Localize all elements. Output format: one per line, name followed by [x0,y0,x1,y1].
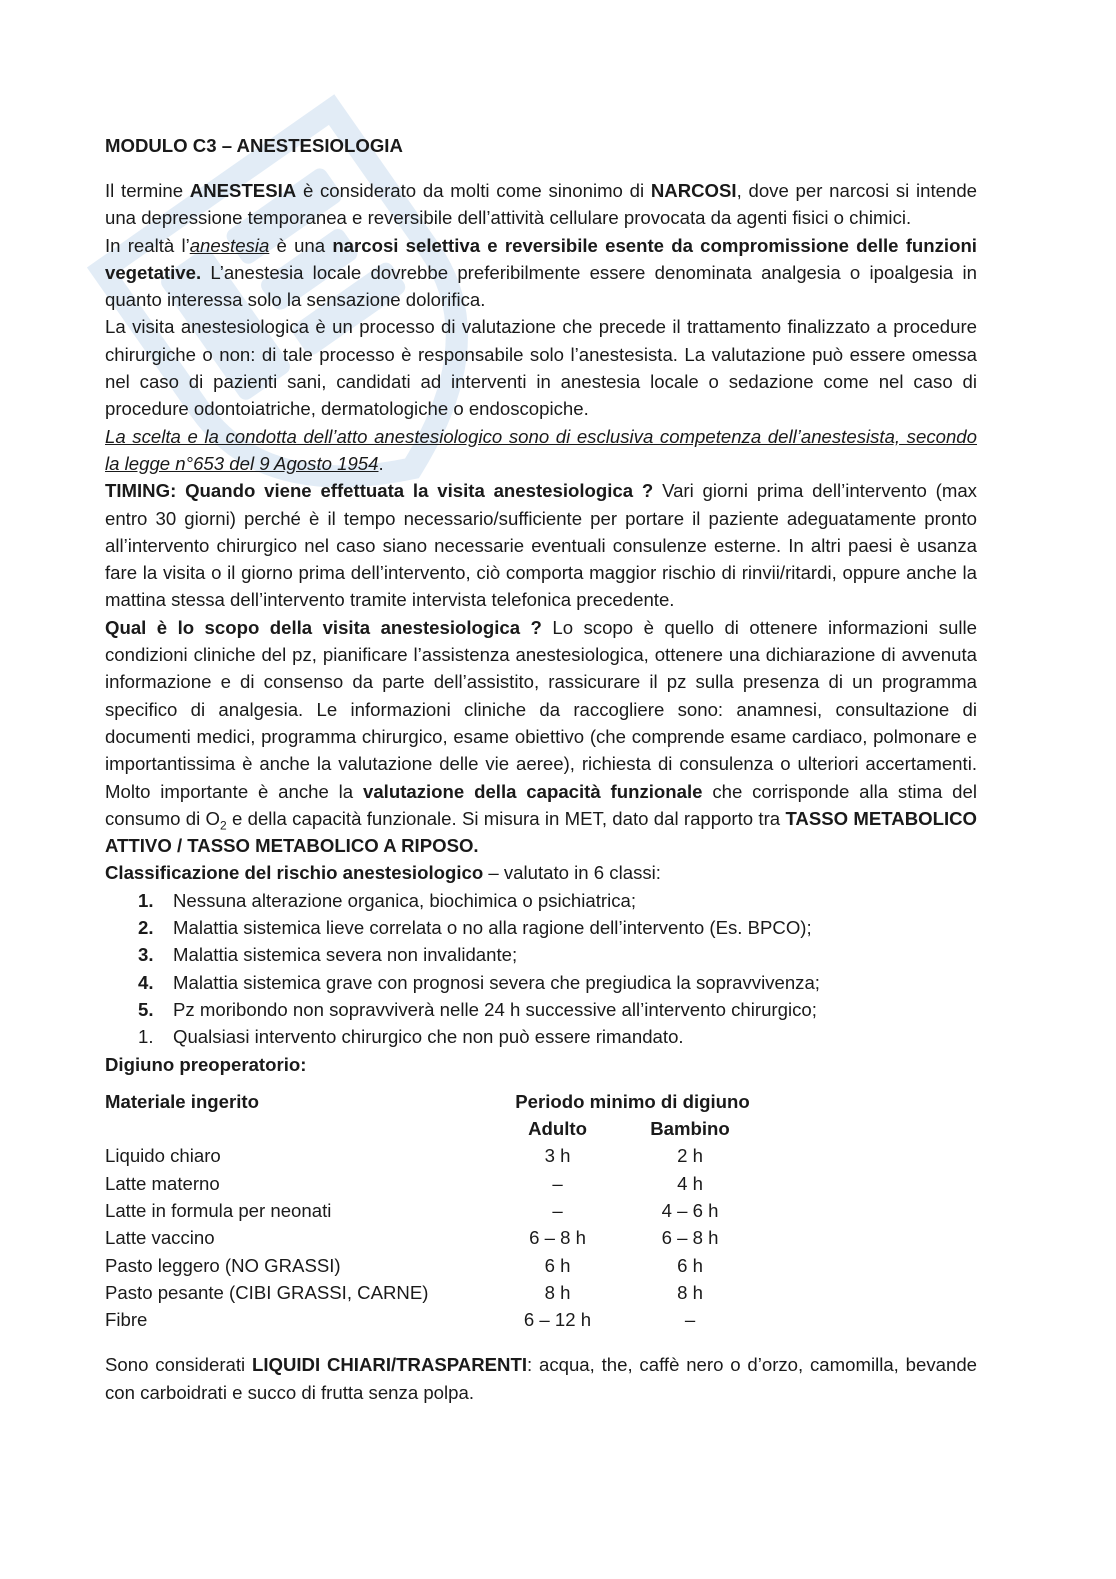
paragraph-legge: La scelta e la condotta dell’atto anestesiologico sono di esclusiva competenza dell’anestesista, secondo la legge n°653 del 9 Agosto 1954. [105,425,977,474]
list-item: 1. Nessuna alterazione organica, biochimica o psichiatrica; [138,889,637,911]
fasting-heading: Digiuno preoperatorio: [105,1053,307,1075]
table-header-row [105,1088,765,1115]
fasting-table [105,1088,765,1334]
list-item: 3. Malattia sistemica severa non invalidante; [138,944,518,966]
list-item: 5. Pz moribondo non sopravviverà nelle 24 h successive all’intervento chirurgico; [138,998,817,1020]
table-row: Latte vaccino 6 – 8 h 6 – 8 h [105,1227,719,1249]
column-header-child: Bambino [650,1118,730,1140]
table-row: Latte in formula per neonati – 4 – 6 h [105,1199,719,1221]
page-title: MODULO C3 – ANESTESIOLOGIA [105,135,403,156]
paragraph-anestesia-selective: In realtà l’anestesia è una narcosi selettiva e reversibile esente da compromissione delle funzioni vegetative. L’anestesia locale dovrebbe preferibilmente essere denominata analgesia o ipoalgesia in quanto interessa solo la sensazione dolorifica. [105,234,977,311]
paragraph-anestesia-definition: Il termine ANESTESIA è considerato da molti come sinonimo di NARCOSI, dove per narcosi si intende una depressione temporanea e reversibile dell’attività cellulare provocata da agenti fisici o chimici. [105,180,977,229]
table-row: Pasto pesante (CIBI GRASSI, CARNE) 8 h 8 h [105,1281,703,1303]
column-header-material: Materiale ingerito [105,1090,259,1112]
paragraph-liquidi-chiari: Sono considerati LIQUIDI CHIARI/TRASPARENTI: acqua, the, caffè nero o d’orzo, camomilla, bevande con carboidrati e succo di frutta senza polpa. [105,1354,978,1403]
table-subheader-row [105,1115,765,1142]
table-row: Latte materno – 4 h [105,1172,703,1194]
column-header-adult: Adulto [528,1118,587,1140]
list-item: 1. Qualsiasi intervento chirurgico che non può essere rimandato. [138,1026,684,1048]
classification-heading: Classificazione del rischio anestesiologico – valutato in 6 classi: [105,862,661,884]
document-page [105,132,977,1406]
list-item: 4. Malattia sistemica grave con prognosi severa che pregiudica la sopravvivenza; [138,971,820,993]
paragraph-visita-anestesiologica: La visita anestesiologica è un processo di valutazione che precede il trattamento finalizzato a procedure chirurgiche o non: di tale processo è responsabile solo l’anestesista. La valutazione può essere omessa nel caso di pazienti sani, candidati ad interventi in anestesia locale o sedazione come nel caso di procedure odontoiatriche, dermatologiche o endoscopiche. [105,316,977,420]
table-row: Liquido chiaro 3 h 2 h [105,1145,703,1167]
risk-class-list [105,887,977,1051]
paragraph-scopo: Qual è lo scopo della visita anestesiologica ? Lo scopo è quello di ottenere informazioni sulle condizioni cliniche del pz, pianificare l’assistenza anestesiologica, ottenere una dichiarazione di avvenuta informazione e di consenso da parte dell’assistito, rassicurare il pz sulla presenza di un programma specifico di analgesia. Le informazioni cliniche da raccogliere sono: anamnesi, consultazione di documenti medici, programma chirurgico, esame obiettivo (che comprende esame cardiaco, polmonare e importantissima è anche la valutazione delle vie aeree), richiesta di consulenza o ulteriori accertamenti. Molto importante è anche la valutazione della capacità funzionale che corrisponde alla stima del consumo di $O_2$ e della capacità funzionale. Si misura in MET, dato dal rapporto tra TASSO METABOLICO ATTIVO / TASSO METABOLICO A RIPOSO. [105,616,978,857]
table-row: Pasto leggero (NO GRASSI) 6 h 6 h [105,1254,703,1276]
table-row: Fibre 6 – 12 h – [105,1309,696,1331]
paragraph-timing: TIMING: Quando viene effettuata la visita anestesiologica ? Vari giorni prima dell’intervento (max entro 30 giorni) perché è il tempo necessario/sufficiente per portare il paziente adeguatamente pronto all’intervento chirurgico nel caso siano necessarie eventuali consulenze esterne. In altri paesi è usanza fare la visita o il giorno prima dell’intervento, ciò comporta maggior rischio di rinvii/ritardi, oppure anche la mattina stessa dell’intervento tramite intervista telefonica precedente. [105,480,977,611]
list-item: 2. Malattia sistemica lieve correlata o no alla ragione dell’intervento (Es. BPCO); [138,917,812,939]
column-header-period: Periodo minimo di digiuno [515,1090,750,1112]
